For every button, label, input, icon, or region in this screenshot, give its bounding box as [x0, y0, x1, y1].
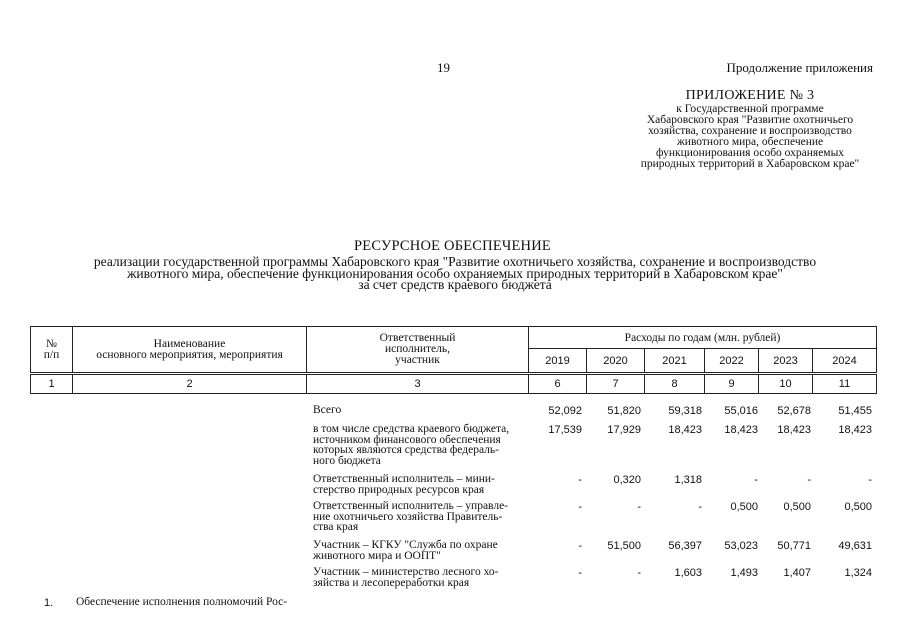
value-cell: -: [637, 501, 641, 513]
appendix-line: природных территорий в Хабаровском крае": [640, 158, 860, 170]
column-number: 10: [759, 375, 813, 394]
value-cell: 52,092: [548, 405, 582, 417]
subtitle-line: животного мира, обеспечение функционирования особо охраняемых природных территорий в Хабаровском крае": [127, 265, 783, 281]
header-executor-line: Ответственный: [379, 332, 456, 344]
column-number: 11: [813, 375, 877, 394]
header-name-line: Наименование: [153, 337, 226, 350]
header-year: 2019: [529, 349, 587, 373]
value-cell: 18,423: [668, 424, 702, 436]
value-cell: 1,318: [674, 474, 702, 486]
value-cell: 53,023: [724, 540, 758, 552]
row-label-line: Всего: [313, 404, 342, 416]
item-name: Обеспечение исполнения полномочий Рос-: [76, 596, 288, 608]
value-cell: -: [698, 501, 702, 513]
value-cell: -: [578, 501, 582, 513]
value-cell: 51,500: [607, 540, 641, 552]
header-year: 2022: [705, 349, 759, 373]
value-cell: -: [578, 540, 582, 552]
column-number: 6: [529, 375, 587, 394]
column-number: 3: [307, 375, 529, 394]
value-cell: 1,603: [674, 567, 702, 579]
column-number-row: [30, 374, 877, 394]
appendix-line: Хабаровского края "Развитие охотничьего: [646, 114, 854, 126]
row-label-line: стерство природных ресурсов края: [313, 483, 485, 496]
document-subtitle: [55, 256, 855, 291]
value-cell: 55,016: [724, 405, 758, 417]
value-cell: 51,455: [838, 405, 872, 417]
row-label-line: которых являются средства федераль-: [313, 444, 499, 456]
header-year: 2020: [587, 349, 645, 373]
row-label-line: Участник – министерство лесного хо-: [313, 566, 499, 578]
value-cell: 18,423: [724, 424, 758, 436]
header-year: 2024: [813, 349, 877, 373]
column-number: 7: [587, 375, 645, 394]
value-cell: 18,423: [777, 424, 811, 436]
value-cell: 51,820: [607, 405, 641, 417]
value-cell: 1,493: [730, 567, 758, 579]
row-label-line: зяйства и лесопереработки края: [313, 576, 470, 589]
subtitle-line: реализации государственной программы Хабаровского края "Развитие охотничьего хозяйства, сохранение и воспроизводство: [93, 254, 817, 269]
row-label: [313, 567, 525, 588]
value-cell: -: [868, 474, 872, 486]
value-cell: -: [807, 474, 811, 486]
row-label: [313, 405, 525, 416]
value-cell: 17,539: [548, 424, 582, 436]
value-cell: 1,324: [844, 567, 872, 579]
row-label: [313, 474, 525, 495]
header-name-line: основного мероприятия, мероприятия: [96, 348, 283, 361]
page-number: 19: [437, 60, 450, 75]
column-number: 2: [73, 375, 307, 394]
value-cell: 18,423: [838, 424, 872, 436]
value-cell: 49,631: [838, 540, 872, 552]
header-num: [31, 327, 73, 373]
row-label-line: в том числе средства краевого бюджета,: [313, 423, 510, 435]
row-label-line: Ответственный исполнитель – мини-: [313, 473, 495, 485]
row-label: [313, 540, 525, 561]
row-label-line: Участник – КГКУ "Служба по охране: [313, 539, 498, 551]
value-cell: 0,320: [613, 474, 641, 486]
value-cell: 17,929: [607, 424, 641, 436]
header-year: 2021: [645, 349, 705, 373]
value-cell: -: [578, 567, 582, 579]
row-label-line: животного мира и ООПТ": [313, 549, 441, 562]
table-header: [30, 326, 877, 373]
row-label-line: ного бюджета: [313, 454, 381, 467]
column-number: 8: [645, 375, 705, 394]
value-cell: -: [637, 567, 641, 579]
row-label: [313, 424, 525, 466]
header-executor: [307, 327, 529, 373]
value-cell: 0,500: [844, 501, 872, 513]
appendix-line: функционирования особо охраняемых: [655, 147, 845, 159]
value-cell: 59,318: [668, 405, 702, 417]
header-executor-line: исполнитель,: [384, 343, 451, 355]
value-cell: 0,500: [783, 501, 811, 513]
appendix-line: животного мира, обеспечение: [676, 136, 824, 148]
value-cell: 50,771: [777, 540, 811, 552]
subtitle-line: за счет средств краевого бюджета: [358, 277, 552, 292]
column-number: 9: [705, 375, 759, 394]
value-cell: 52,678: [777, 405, 811, 417]
value-cell: 56,397: [668, 540, 702, 552]
header-executor-line: участник: [395, 354, 440, 366]
value-cell: 1,407: [783, 567, 811, 579]
row-label: [313, 501, 525, 533]
item-number: 1.: [44, 597, 54, 609]
value-cell: -: [578, 474, 582, 486]
header-year: 2023: [759, 349, 813, 373]
column-number: 1: [31, 375, 73, 394]
continuation-label: Продолжение приложения: [726, 60, 873, 75]
value-cell: 0,500: [730, 501, 758, 513]
row-label-line: источником финансового обеспечения: [313, 433, 501, 446]
appendix-line: хозяйства, сохранение и воспроизводство: [648, 125, 852, 137]
header-expenses: Расходы по годам (млн. рублей): [529, 327, 877, 349]
appendix-line: к Государственной программе: [676, 103, 824, 115]
document-title: РЕСУРСНОЕ ОБЕСПЕЧЕНИЕ: [354, 238, 551, 254]
header-num-line: №: [46, 337, 57, 350]
value-cell: -: [754, 474, 758, 486]
header-name: [73, 327, 307, 373]
row-label-line: ние охотничьего хозяйства Правитель-: [313, 510, 503, 523]
appendix-title: ПРИЛОЖЕНИЕ № 3: [685, 88, 815, 103]
row-label-line: ства края: [313, 521, 359, 533]
appendix-block: [600, 88, 900, 170]
row-label-line: Ответственный исполнитель – управле-: [313, 500, 509, 512]
header-num-line: п/п: [43, 348, 60, 361]
